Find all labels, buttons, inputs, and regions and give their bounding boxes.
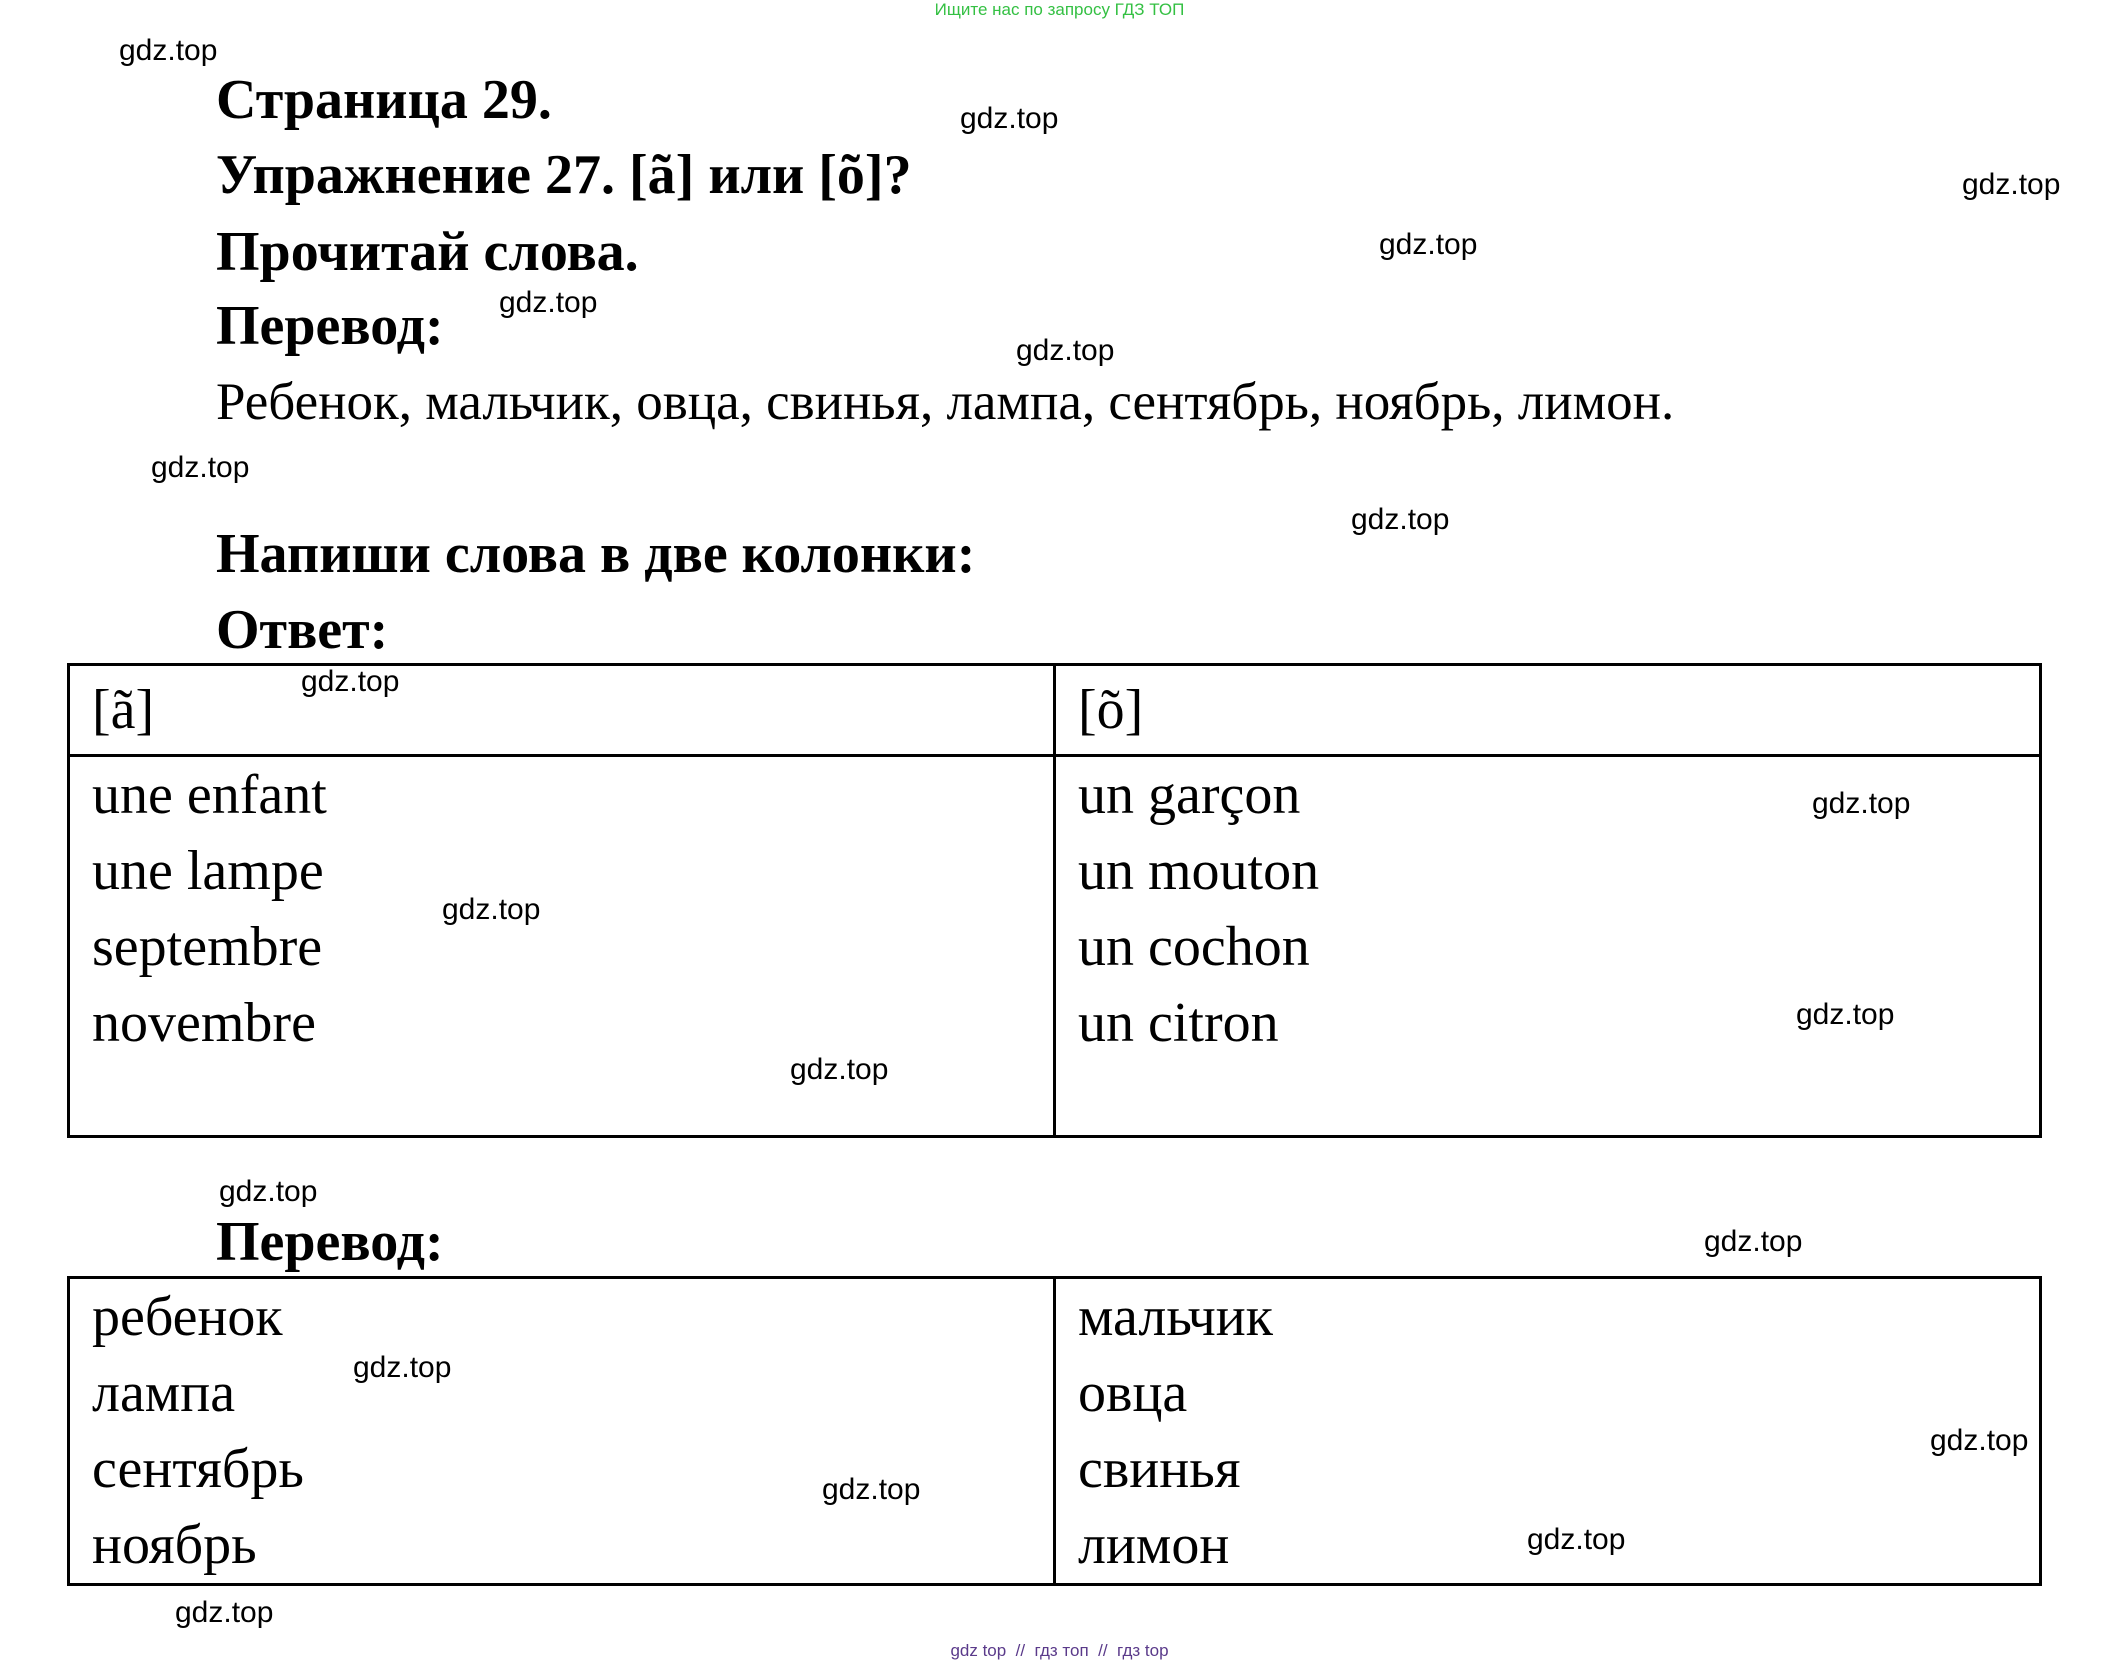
translation-col-1 (69, 1278, 1055, 1585)
list-item: un garçon (1078, 764, 1301, 826)
list-item: свинья (1078, 1438, 1241, 1500)
list-item: сентябрь (92, 1438, 304, 1500)
watermark: gdz.top (1379, 228, 1478, 261)
watermark: gdz.top (499, 286, 598, 319)
answer-col-a (69, 756, 1055, 1137)
watermark: gdz.top (151, 451, 250, 484)
watermark: gdz.top (1962, 168, 2061, 201)
watermark: gdz.top (1796, 998, 1895, 1031)
watermark: gdz.top (175, 1596, 274, 1629)
list-item: ребенок (92, 1286, 283, 1348)
answer-label: Ответ: (216, 599, 389, 661)
translation-table (67, 1276, 2042, 1586)
list-item: ноябрь (92, 1514, 257, 1576)
watermark: gdz.top (219, 1175, 318, 1208)
exercise-title: Упражнение 27. [ã] или [õ]? (216, 144, 912, 206)
list-item: un citron (1078, 992, 1279, 1054)
watermark: gdz.top (822, 1473, 921, 1506)
translation-label-2: Перевод: (216, 1211, 444, 1273)
list-item: une enfant (92, 764, 327, 826)
list-item: лимон (1078, 1514, 1230, 1576)
list-item: une lampe (92, 840, 324, 902)
page-title: Страница 29. (216, 69, 552, 131)
list-item: лампа (92, 1362, 236, 1424)
list-item: un mouton (1078, 840, 1320, 902)
watermark: gdz.top (1351, 503, 1450, 536)
instruction-read: Прочитай слова. (216, 221, 639, 283)
instruction-write: Напиши слова в две колонки: (216, 523, 976, 585)
watermark: gdz.top (1527, 1523, 1626, 1556)
watermark: gdz.top (1812, 787, 1911, 820)
watermark: gdz.top (960, 102, 1059, 135)
answer-table (67, 663, 2042, 1138)
answer-table-header-o: [õ] (1055, 665, 2041, 756)
watermark: gdz.top (353, 1351, 452, 1384)
watermark: gdz.top (1704, 1225, 1803, 1258)
list-item: овца (1078, 1362, 1188, 1424)
list-item: мальчик (1078, 1286, 1273, 1348)
top-banner: Ищите нас по запросу ГДЗ ТОП (934, 0, 1185, 19)
watermark: gdz.top (442, 893, 541, 926)
translation-label: Перевод: (216, 295, 444, 357)
list-item: septembre (92, 916, 323, 978)
watermark: gdz.top (1016, 334, 1115, 367)
watermark: gdz.top (1930, 1424, 2029, 1457)
list-item: novembre (92, 992, 316, 1054)
translation-text: Ребенок, мальчик, овца, свинья, лампа, сентябрь, ноябрь, лимон. (216, 373, 1675, 431)
watermark: gdz.top (790, 1053, 889, 1086)
watermark: gdz.top (301, 665, 400, 698)
answer-table-header-a: [ã] (69, 665, 1055, 756)
watermark: gdz.top (119, 34, 218, 67)
list-item: un cochon (1078, 916, 1310, 978)
footer: gdz top // гдз топ // гдз top (950, 1641, 1169, 1660)
